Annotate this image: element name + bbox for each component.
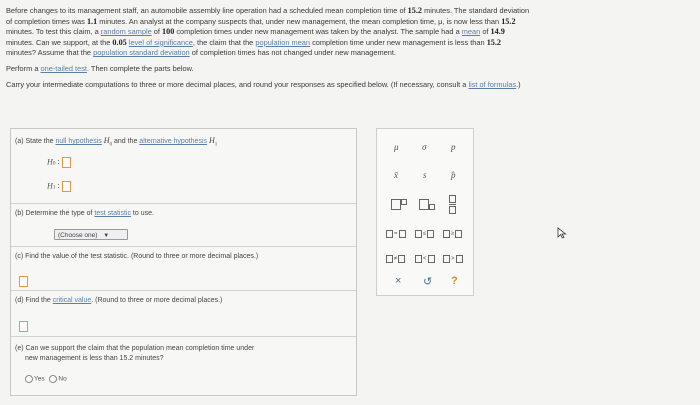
p-button[interactable]: p (451, 142, 456, 152)
test-statistic-select[interactable]: (Choose one) ▼ (54, 229, 128, 240)
test-statistic-input[interactable] (19, 276, 28, 287)
problem-line-4: minutes. Can we support, at the 0.05 level of significance, the claim that the population mean completion time under new management is less than 15.2 (6, 37, 502, 47)
mean-link[interactable]: mean (461, 27, 481, 37)
sample-mean: 14.9 (490, 27, 505, 37)
problem-statement (6, 6, 694, 90)
greater-equal-button[interactable]: ≥ (443, 229, 462, 238)
null-hypothesis-row: H0 : (47, 157, 71, 168)
sample-size: 100 (162, 27, 175, 37)
population-sd-link[interactable]: population standard deviation (93, 48, 190, 58)
yes-radio[interactable] (25, 375, 33, 383)
superscript-button[interactable] (391, 199, 407, 210)
significance-link[interactable]: level of significance (128, 37, 193, 47)
xbar-button[interactable]: x̄ (394, 170, 398, 180)
mouse-cursor-icon (557, 227, 567, 239)
critical-value-link[interactable]: critical value (52, 297, 92, 304)
null-hypothesis-input[interactable] (62, 157, 71, 168)
part-e-label: (e) Can we support the claim that the population mean completion time under new management is less than 15.2 minutes? (15, 345, 255, 362)
random-sample-link[interactable]: random sample (100, 27, 152, 37)
problem-line-1: Before changes to its management staff, an automobile assembly line operation had a scheduled mean completion time of 15.2 minutes. The standard deviation (6, 6, 530, 15)
alternative-hypothesis-link[interactable]: alternative hypothesis (139, 138, 208, 145)
part-a (11, 129, 356, 203)
undo-icon[interactable]: ↺ (423, 276, 433, 288)
symbol-palette (376, 128, 474, 296)
s-button[interactable]: s (423, 170, 427, 180)
question-panel (10, 128, 357, 396)
part-b (11, 203, 356, 247)
help-icon[interactable]: ? (451, 275, 458, 287)
not-equal-button[interactable]: ≠ (386, 254, 405, 263)
mean-value: 15.2 (407, 6, 422, 15)
population-mean-link[interactable]: population mean (255, 37, 311, 47)
part-c (11, 246, 356, 291)
perform-instruction: Perform a one-tailed test. Then complete the parts below. (6, 63, 194, 73)
alternative-hypothesis-row: H1 : (47, 181, 71, 192)
part-e (11, 336, 356, 396)
sd-value: 1.1 (86, 16, 98, 26)
mu-button[interactable]: μ (394, 142, 399, 152)
no-radio[interactable] (49, 375, 57, 383)
problem-line-5: minutes? Assume that the population standard deviation of completion times has not changed under new management. (6, 48, 396, 58)
phat-button[interactable]: p̂ (451, 170, 456, 180)
alternative-hypothesis-input[interactable] (62, 181, 71, 192)
alpha-value: 0.05 (112, 37, 127, 47)
one-tailed-test-link[interactable]: one-tailed test (40, 63, 87, 73)
part-d (11, 290, 356, 337)
equals-button[interactable]: = (386, 229, 406, 238)
less-than-button[interactable]: < (415, 254, 435, 263)
problem-line-3: minutes. To test this claim, a random sample of 100 completion times under new management was taken by the analyst. The sample had a mean of 14.9 (6, 27, 505, 37)
dropdown-arrow-icon: ▼ (103, 233, 110, 239)
fraction-icon (449, 195, 456, 203)
test-statistic-link[interactable]: test statistic (94, 210, 131, 217)
subscript-button[interactable] (419, 199, 435, 210)
less-equal-button[interactable]: ≤ (415, 229, 434, 238)
carry-instruction: Carry your intermediate computations to three or more decimal places, and round your responses as specified below. (If necessary, consult a list of formulas.) (6, 79, 521, 89)
critical-value-input[interactable] (19, 321, 28, 332)
null-hypothesis-link[interactable]: null hypothesis (55, 138, 102, 145)
greater-than-button[interactable]: > (443, 254, 463, 263)
sigma-button[interactable]: σ (422, 142, 427, 152)
part-d-label: (d) Find the critical value. (Round to three or more decimal places.) (15, 297, 223, 304)
subscript-icon (419, 199, 429, 210)
problem-line-2: of completion times was 1.1 minutes. An analyst at the company suspects that, under new management, the mean completion time, μ, is now less than 15.2 (6, 16, 516, 26)
part-a-label: (a) State the null hypothesis $H_0$ and the alternative hypothesis $H_1$ (15, 136, 218, 148)
formulas-link[interactable]: list of formulas (468, 79, 517, 89)
part-c-label: (c) Find the value of the test statistic. (Round to three or more decimal places.) (15, 253, 259, 260)
yes-no-options: Yes No (25, 375, 67, 383)
superscript-icon (391, 199, 401, 210)
part-b-label: (b) Determine the type of test statistic to use. (15, 210, 154, 217)
clear-icon[interactable]: × (395, 275, 402, 287)
fraction-button[interactable] (449, 195, 456, 214)
